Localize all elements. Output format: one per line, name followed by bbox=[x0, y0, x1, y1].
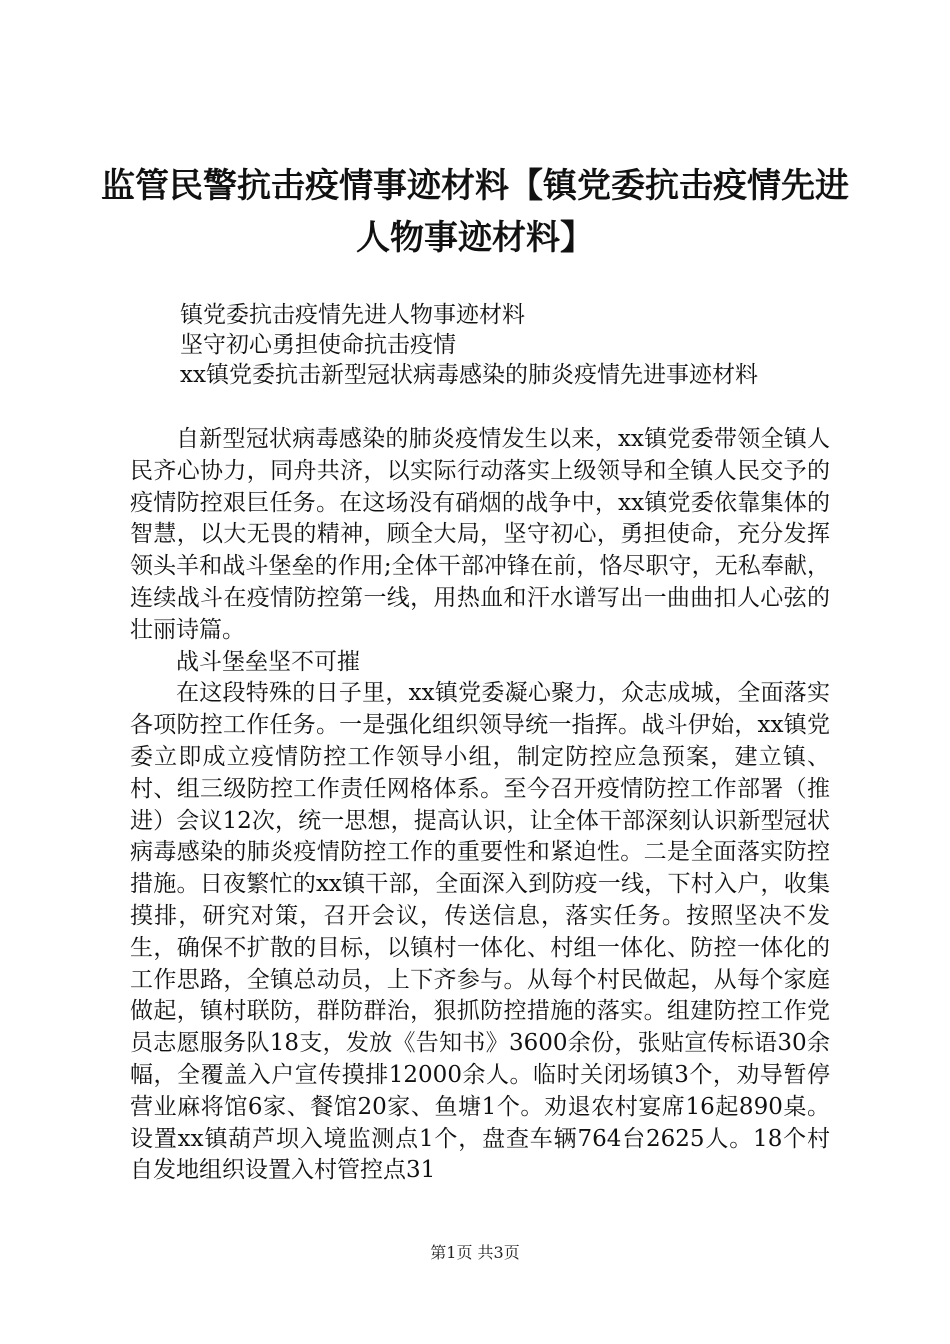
section-heading: 战斗堡垒坚不可摧 bbox=[176, 648, 360, 675]
intro-block bbox=[180, 300, 860, 390]
intro-line: xx镇党委抗击新型冠状病毒感染的肺炎疫情先进事迹材料 bbox=[180, 362, 758, 388]
document-body bbox=[130, 424, 830, 1187]
body-paragraph: 在这段特殊的日子里，xx镇党委凝心聚力，众志成城，全面落实各项防控工作任务。一是强化组织领导统一指挥。战斗伊始，xx镇党委立即成立疫情防控工作领导小组，制定防控应急预案，建立镇、村、组三级防控工作责任网格体系。至今召开疫情防控工作部署（推进）会议12次，统一思想，提高认识，让全体干部深刻认识新型冠状病毒感染的肺炎疫情防控工作的重要性和紧迫性。二是全面落实防控措施。日夜繁忙的xx镇干部，全面深入到防疫一线，下村入户，收集摸排，研究对策，召开会议，传送信息，落实任务。按照坚决不发生，确保不扩散的目标，以镇村一体化、村组一体化、防控一体化的工作思路，全镇总动员，上下齐参与。从每个村民做起，从每个家庭做起，镇村联防，群防群治，狠抓防控措施的落实。组建防控工作党员志愿服务队18支，发放《告知书》3600余份，张贴宣传标语30余幅，全覆盖入户宣传摸排12000余人。临时关闭场镇3个，劝导暂停营业麻将馆6家、餐馆20家、鱼塘1个。劝退农村宴席16起890桌。设置xx镇葫芦坝入境监测点1个，盘查车辆764台2625人。18个村自发地组织设置入村管控点31 bbox=[130, 680, 830, 1184]
document-title: 监管民警抗击疫情事迹材料【镇党委抗击疫情先进人物事迹材料】 bbox=[101, 166, 849, 258]
body-paragraph: 自新型冠状病毒感染的肺炎疫情发生以来，xx镇党委带领全镇人民齐心协力，同舟共济，以实际行动落实上级领导和全镇人民交予的疫情防控艰巨任务。在这场没有硝烟的战争中，xx镇党委依靠集体的智慧，以大无畏的精神，顾全大局，坚守初心，勇担使命，充分发挥领头羊和战斗堡垒的作用;全体干部冲锋在前，恪尽职守，无私奉献，连续战斗在疫情防控第一线，用热血和汗水谱写出一曲曲扣人心弦的壮丽诗篇。 bbox=[130, 426, 830, 643]
intro-line: 镇党委抗击疫情先进人物事迹材料 bbox=[180, 302, 525, 328]
intro-line: 坚守初心勇担使命抗击疫情 bbox=[180, 332, 456, 358]
page-footer: 第1页 共3页 bbox=[430, 1243, 520, 1262]
